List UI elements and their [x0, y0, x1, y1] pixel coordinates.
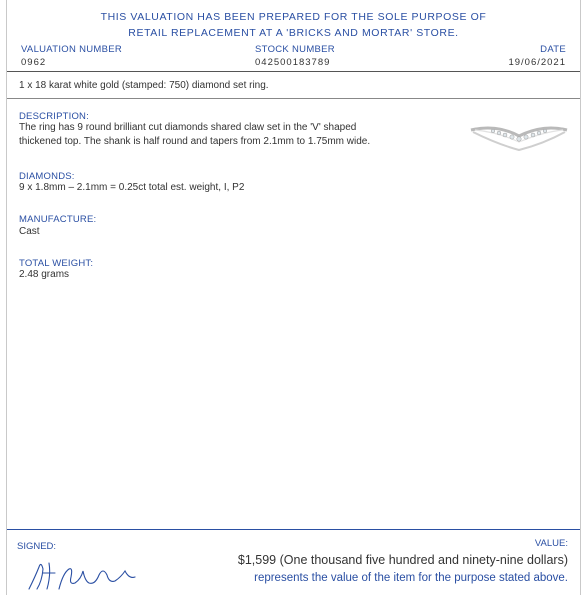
description-label: DESCRIPTION: — [19, 111, 89, 122]
disclaimer-line-1: THIS VALUATION HAS BEEN PREPARED FOR THE SOLE PURPOSE OF — [100, 11, 487, 23]
stock-number-label: STOCK NUMBER — [255, 44, 335, 55]
footer-divider — [7, 529, 580, 530]
header-divider — [7, 71, 580, 72]
value-label: VALUE: — [534, 538, 568, 549]
date-value: 19/06/2021 — [508, 57, 566, 68]
value-note: represents the value of the item for the purpose stated above. — [254, 572, 568, 584]
disclaimer-line-2: RETAIL REPLACEMENT AT A 'BRICKS AND MORTAR' STORE. — [128, 27, 459, 39]
diamonds-detail: 9 x 1.8mm – 2.1mm = 0.25ct total est. weight, I, P2 — [19, 182, 245, 193]
signed-label: SIGNED: — [17, 541, 57, 552]
description-line-2: thickened top. The shank is half round and tapers from 2.1mm to 1.75mm wide. — [19, 136, 371, 147]
manufacture-label: MANUFACTURE: — [19, 214, 97, 225]
valuation-number-label: VALUATION NUMBER — [21, 44, 123, 55]
signature-image — [25, 553, 145, 598]
diamonds-label: DIAMONDS: — [19, 171, 75, 182]
description-line-1: The ring has 9 round brilliant cut diamonds shared claw set in the 'V' shaped — [19, 122, 357, 133]
summary-divider — [7, 98, 580, 99]
total-weight-value: 2.48 grams — [19, 269, 70, 280]
valuation-document — [6, 0, 581, 595]
stock-number: 042500183789 — [255, 57, 331, 68]
disclaimer — [7, 9, 580, 41]
value-amount: $1,599 (One thousand five hundred and ninety-nine dollars) — [237, 553, 568, 567]
manufacture-value: Cast — [19, 226, 40, 237]
item-summary: 1 x 18 karat white gold (stamped: 750) diamond set ring. — [19, 80, 269, 91]
total-weight-label: TOTAL WEIGHT: — [19, 258, 94, 269]
ring-image — [467, 114, 571, 163]
date-label: DATE — [540, 44, 566, 55]
valuation-number: 0962 — [21, 57, 47, 68]
